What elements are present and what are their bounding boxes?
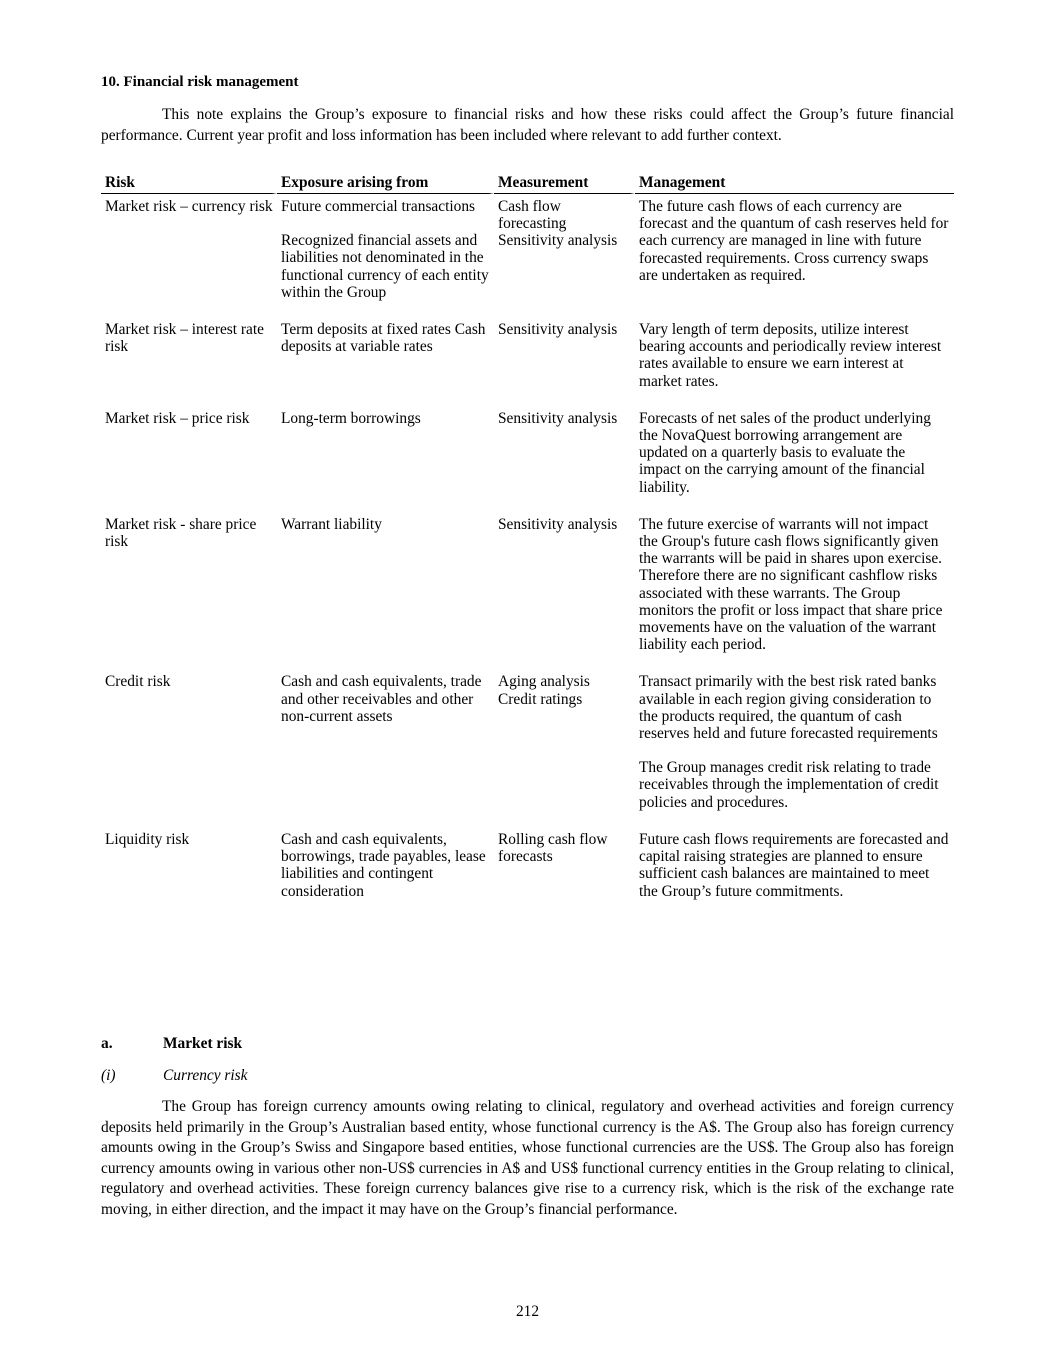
cell-measurement: Cash flow forecasting Sensitivity analysis [498, 198, 618, 250]
subsection-title: Market risk [163, 1035, 243, 1052]
header-measurement: Measurement [494, 172, 635, 194]
cell-measurement: Rolling cash flow forecasts [498, 830, 608, 866]
exposure-item: Cash and cash equivalents, borrowings, trade payables, lease liabilities and contingent consideration [281, 830, 486, 900]
exposure-item: Recognized financial assets and liabilities not denominated in the functional currency of each entity within the Group [281, 232, 489, 301]
cell-management [635, 406, 954, 512]
cell-measurement: Sensitivity analysis [498, 409, 618, 427]
page-number: 212 [515, 1303, 540, 1320]
section-title: 10. Financial risk management [101, 74, 299, 90]
exposure-item: Long-term borrowings [281, 409, 421, 427]
table-row [101, 317, 954, 406]
cell-risk: Market risk – currency risk [105, 198, 273, 215]
cell-risk: Liquidity risk [105, 830, 190, 848]
cell-management [635, 669, 954, 826]
currency-risk-body [101, 1097, 954, 1220]
cell-exposure [277, 512, 494, 670]
cell-risk: Market risk – interest rate risk [105, 321, 264, 356]
exposure-item: Cash and cash equivalents, trade and other receivables and other non-current assets [281, 673, 482, 725]
cell-risk: Market risk - share price risk [105, 515, 257, 551]
sub-subsection-title: Currency risk [163, 1067, 248, 1084]
exposure-item: Warrant liability [281, 515, 382, 533]
cell-exposure [277, 827, 494, 916]
cell-exposure [277, 194, 494, 317]
management-item: Future cash flows requirements are forecasted and capital raising strategies are planned to ensure sufficient cash balances are maintained to meet the Group’s future commitments. [639, 830, 949, 900]
header-risk: Risk [101, 172, 277, 194]
subsection-label: a. [101, 1035, 113, 1052]
table-row [101, 512, 954, 670]
exposure-item: Future commercial transactions [281, 198, 476, 215]
cell-risk: Credit risk [105, 673, 171, 691]
section-header [101, 72, 954, 146]
cell-management [635, 194, 954, 317]
currency-risk-paragraph: The Group has foreign currency amounts owing relating to clinical, regulatory and overhead activities and foreign currency deposits held primarily in the Group’s Australian based entity, whose functional currency is the A$. The Group also has foreign currency amounts owing in the Group’s Swiss and Singapore based entities, whose functional currencies are the US$. The Group also has foreign currency amounts owing in various other non-US$ currencies in A$ and US$ functional currency entities in the Group relating to clinical, regulatory and overhead activities. These foreign currency balances give rise to a currency risk, which is the risk of the exchange rate moving, in either direction, and the impact it may have on the Group’s financial performance. [101, 1098, 954, 1218]
management-item: Vary length of term deposits, utilize interest bearing accounts and periodically review interest rates available to ensure we earn interest at market rates. [639, 321, 942, 390]
management-item: Transact primarily with the best risk rated banks available in each region giving consideration to the products required, the quantum of cash reserves held and future forecasted requirements [639, 673, 938, 743]
management-item: The future cash flows of each currency are forecast and the quantum of cash reserves held for each currency are managed in line with future forecasted requirements. Cross currency swaps are undertaken as required. [639, 198, 949, 284]
table-row [101, 827, 954, 916]
intro-paragraph: This note explains the Group’s exposure to financial risks and how these risks could affect the Group’s future financial performance. Current year profit and loss information has been included where relevant to add further context. [101, 106, 954, 144]
cell-management [635, 317, 954, 406]
table-row [101, 194, 954, 317]
sub-subsection-label: (i) [101, 1067, 116, 1084]
cell-measurement: Aging analysis Credit ratings [498, 673, 590, 708]
sub-subsection-heading [101, 1066, 248, 1086]
cell-measurement: Sensitivity analysis [498, 515, 618, 533]
cell-exposure [277, 317, 494, 406]
cell-management [635, 827, 954, 916]
management-item: Forecasts of net sales of the product underlying the NovaQuest borrowing arrangement are updated on a quarterly basis to evaluate the impact on the carrying amount of the financial liability. [639, 409, 931, 496]
cell-measurement: Sensitivity analysis [498, 321, 618, 339]
table-header-row [101, 172, 954, 194]
cell-risk: Market risk – price risk [105, 409, 250, 427]
exposure-item: Term deposits at fixed rates Cash deposits at variable rates [281, 321, 486, 356]
management-item: The future exercise of warrants will not impact the Group's future cash flows significantly given the warrants will be paid in shares upon exercise. Therefore there are no significant cashflow risks associated with these warrants. The Group monitors the profit or loss impact that share price movements have on the valuation of the warrant liability each period. [639, 515, 943, 654]
cell-exposure [277, 669, 494, 826]
subsection-heading [101, 1034, 242, 1054]
cell-management [635, 512, 954, 670]
cell-exposure [277, 406, 494, 512]
management-item: The Group manages credit risk relating to trade receivables through the implementation of credit policies and procedures. [639, 759, 939, 811]
table-row [101, 406, 954, 512]
header-management: Management [635, 172, 954, 194]
table-row [101, 669, 954, 826]
risk-table [101, 172, 954, 916]
header-exposure: Exposure arising from [277, 172, 494, 194]
